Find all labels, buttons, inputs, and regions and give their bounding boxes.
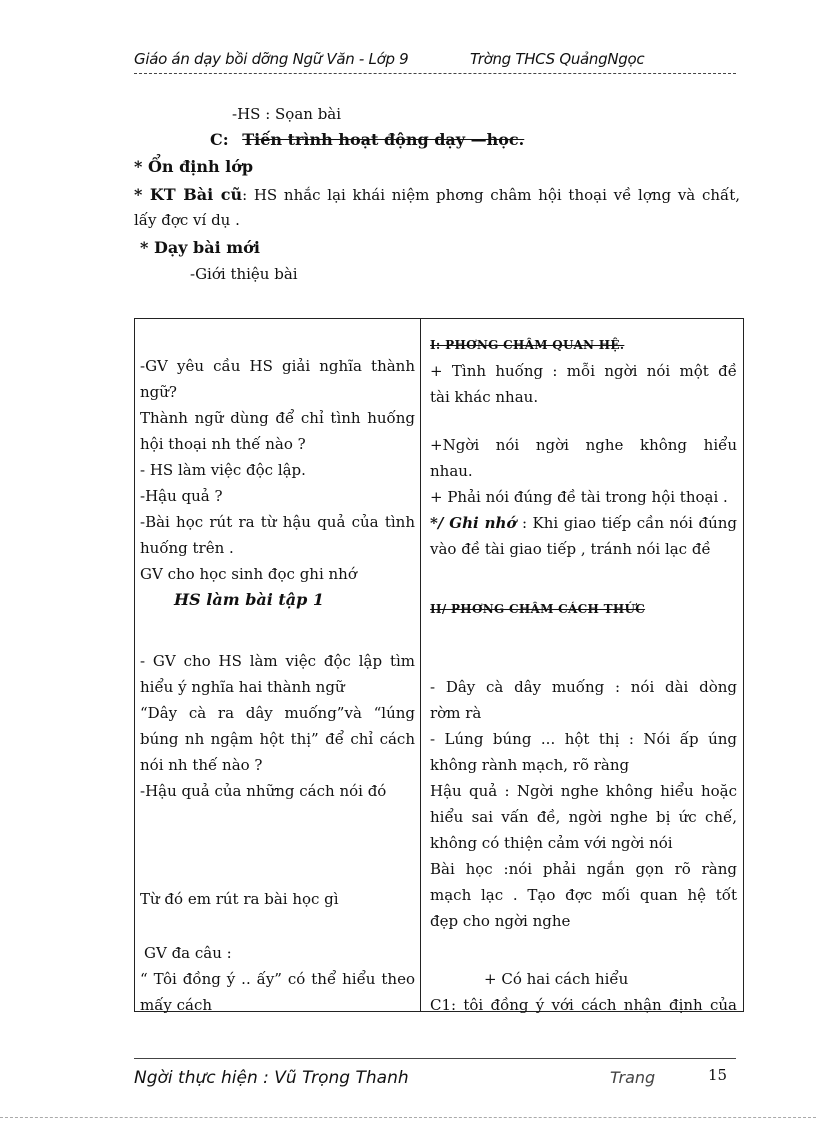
right-line: Bài học :nói phải ngắn gọn rõ ràng [430, 860, 737, 878]
right-block-4 [430, 674, 737, 934]
ghi-nho-text: : Khi giao tiếp cần nói đúng [516, 514, 737, 532]
left-line: hiểu ý nghĩa hai thành ngữ [140, 678, 345, 696]
ghi-nho-label: */ Ghi nhớ [430, 514, 517, 532]
section2-title: II/ PHƠNG CHÂM CÁCH THỨC [430, 602, 646, 616]
table-column-divider [420, 318, 421, 1012]
left-block-3 [140, 886, 415, 912]
left-line: - HS làm việc độc lập. [140, 461, 306, 479]
right-block-2 [430, 432, 737, 562]
section-c [210, 130, 524, 150]
ghi-nho [430, 510, 737, 536]
left-line: búng nh ngậm hột thị” để chỉ cách [140, 730, 415, 748]
right-line: rờm rà [430, 704, 482, 722]
left-line: -Hậu quả của những cách nói đó [140, 782, 387, 800]
left-line: - GV cho HS làm việc độc lập tìm [140, 652, 415, 670]
left-line: mấy cách [140, 996, 213, 1014]
footer-page-label: Trang [610, 1068, 656, 1087]
footer-page-number: 15 [708, 1066, 728, 1084]
gioi-thieu-bai: -Giới thiệu bài [190, 265, 298, 283]
left-line: hội thoại nh thế nào ? [140, 435, 306, 453]
right-line: không rành mạch, rõ ràng [430, 756, 630, 774]
footer-divider [134, 1058, 736, 1059]
left-block-4 [140, 940, 415, 1018]
right-line: - Lúng búng ... hột thị : Nói ấp úng [430, 730, 737, 748]
left-line: GV đa câu : [144, 944, 232, 962]
header-school: Trờng THCS QuảngNgọc [470, 50, 645, 68]
right-line: C1: tôi đồng ý với cách nhận định của [430, 996, 737, 1014]
page-header [134, 50, 736, 68]
left-line: -Bài học rút ra từ hậu quả của tình [140, 513, 415, 531]
section-c-title: Tiến trình hoạt động dạy —học. [242, 130, 525, 149]
left-line: -GV yêu cầu HS giải nghĩa thành ngữ? [140, 357, 415, 401]
right-line: đẹp cho ngời nghe [430, 912, 571, 930]
right-block-1 [430, 332, 737, 410]
hs-prep: -HS : Sọan bài [232, 105, 342, 123]
right-line: vào đề tài giao tiếp , tránh nói lạc đề [430, 540, 711, 558]
kt-bai-cu [134, 182, 740, 233]
section1-title: I: PHƠNG CHÂM QUAN HỆ. [430, 338, 625, 352]
left-line: huống trên . [140, 539, 234, 557]
left-line: “Dây cà ra dây muống”và “lúng [140, 704, 415, 722]
left-line: GV cho học sinh đọc ghi nhớ [140, 565, 357, 583]
left-exercise-title: HS làm bài tập 1 [174, 590, 325, 609]
kt-label: * KT Bài cũ [134, 185, 243, 204]
day-bai-moi: * Dạy bài mới [140, 238, 260, 257]
kt-text-2: lấy đợc ví dụ . [134, 211, 240, 229]
right-line: - Dây cà dây muống : nói dài dòng [430, 678, 737, 696]
right-line: + Có hai cách hiểu [484, 970, 629, 988]
left-line: nói nh thế nào ? [140, 756, 263, 774]
right-block-3 [430, 596, 737, 622]
left-block-1 [140, 353, 415, 613]
right-line: + Phải nói đúng đề tài trong hội thoại . [430, 488, 728, 506]
kt-bai-cu-line1 [134, 182, 740, 208]
left-block-2 [140, 648, 415, 804]
right-line: nhau. [430, 462, 473, 480]
right-line: tài khác nhau. [430, 388, 539, 406]
left-line: “ Tôi đồng ý .. ấy” có thể hiểu theo [140, 970, 415, 988]
right-line: +Ngời nói ngời nghe không hiểu [430, 436, 737, 454]
header-title: Giáo án dạy bồi dỡng Ngữ Văn - Lớp 9 [134, 50, 409, 68]
bottom-dashed-edge [0, 1117, 816, 1118]
footer-author: Ngời thực hiện : Vũ Trọng Thanh [134, 1068, 409, 1088]
right-line: hiểu sai vấn đề, ngời nghe bị ức chế, [430, 808, 737, 826]
left-line: Từ đó em rút ra bài học gì [140, 890, 339, 908]
section-c-label: C: [210, 130, 229, 149]
left-line: -Hậu quả ? [140, 487, 223, 505]
header-divider [134, 73, 736, 74]
kt-text-1: : HS nhắc lại khái niệm phơng châm hội thoại về lợng và chất, [242, 186, 741, 204]
right-line: mạch lạc . Tạo đợc mối quan hệ tốt [430, 886, 737, 904]
right-line: không có thiện cảm với ngời nói [430, 834, 673, 852]
right-line: + Tình huống : mỗi ngời nói một đề [430, 362, 737, 380]
right-block-5 [430, 966, 737, 1018]
left-line: Thành ngữ dùng để chỉ tình huống [140, 409, 415, 427]
on-dinh-lop: * Ổn định lớp [134, 157, 254, 176]
right-line: Hậu quả : Ngời nghe không hiểu hoặc [430, 782, 737, 800]
